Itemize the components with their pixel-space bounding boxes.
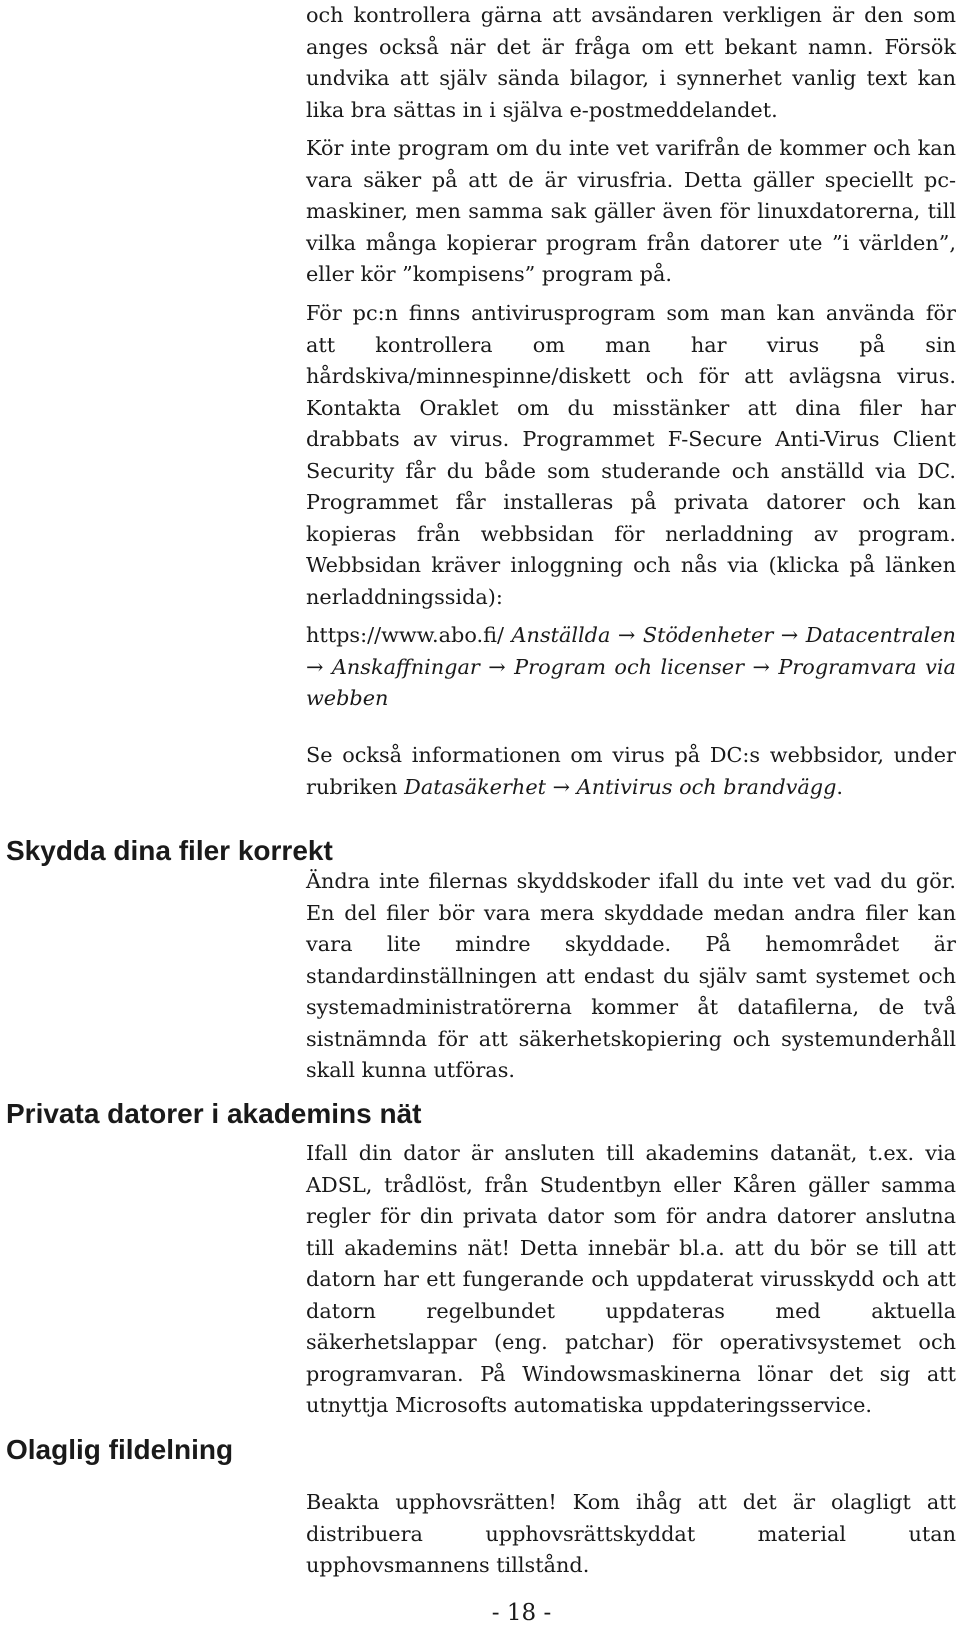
see-also-step: Datasäkerhet <box>404 774 546 799</box>
path-step: Anställda <box>511 623 611 647</box>
body-block-antivirus <box>306 298 956 613</box>
section-body-private-computers <box>306 1138 956 1422</box>
see-also-suffix: . <box>836 774 844 799</box>
path-step: Programvara via webben <box>306 654 956 710</box>
see-also-block <box>306 740 956 803</box>
see-also-paragraph <box>306 740 956 803</box>
section-body-illegal-sharing <box>306 1487 956 1582</box>
see-also-prefix: Se också informationen om virus på DC:s webbsidor, under rubriken <box>306 743 956 799</box>
download-path <box>306 620 956 715</box>
body-block-top <box>306 0 956 126</box>
right-arrow-icon: → <box>488 654 506 679</box>
section-text: Ändra inte filernas skyddskoder ifall du inte vet vad du gör. En del filer bör vara mera skyddade medan andra filer kan vara lite mindre skyddade. På hemområdet är standardinställningen att endast du själv samt systemet och systemadministratörerna kommer åt datafilerna, de två sistnämnda för att säkerhetskopiering och systemunderhåll skall kunna utföras. <box>306 869 956 1082</box>
paragraph-programs: Kör inte program om du inte vet varifrån de kommer och kan vara säker på att de är virusfria. Detta gäller speciellt pc-maskiner, men samma sak gäller även för linuxdatorerna, till vilka många kopierar program från datorer ute ”i världen”, eller kör ”kompisens” program på. <box>306 136 956 286</box>
right-arrow-icon: → <box>752 654 770 679</box>
right-arrow-icon: → <box>617 623 636 647</box>
paragraph-continued: och kontrollera gärna att avsändaren verkligen är den som anges också när det är fråga om ett bekant namn. Försök undvika att själv sända bilagor, i synnerhet vanlig text kan lika bra sättas in i själva e-postmeddelandet. <box>306 3 956 122</box>
path-url[interactable]: https://www.abo.fi/ <box>306 623 505 647</box>
see-also-step: Antivirus och brandvägg <box>576 774 837 799</box>
path-step: Program och licenser <box>514 654 745 679</box>
path-step: Stödenheter <box>642 623 774 647</box>
section-heading-private-computers: Privata datorer i akademins nät <box>6 1098 422 1129</box>
section-text: Beakta upphovsrätten! Kom ihåg att det är olagligt att distribuera upphovsrättskyddat material utan upphovsmannens tillstånd. <box>306 1490 956 1577</box>
right-arrow-icon: → <box>552 774 571 799</box>
right-arrow-icon: → <box>306 654 324 679</box>
path-paragraph <box>306 620 956 715</box>
paragraph-antivirus: För pc:n finns antivirusprogram som man kan använda för att kontrollera om man har virus på sin hårdskiva/minnespinne/diskett och för att avlägsna virus. Kontakta Oraklet om du misstänker att dina filer har drabbats av virus. Programmet F-Secure Anti-Virus Client Security får du både som studerande och anställd via DC. Programmet får installeras på privata datorer och kan kopieras från webbsidan för nerladdning av program. Webbsidan kräver inloggning och nås via (klicka på länken nerladdningssida): <box>306 301 956 609</box>
page-number: - 18 - <box>491 1600 552 1626</box>
section-body-protect-files <box>306 866 956 1087</box>
section-heading-illegal-sharing: Olaglig fildelning <box>6 1434 234 1465</box>
body-block-programs <box>306 133 956 291</box>
section-text: Ifall din dator är ansluten till akademins datanät, t.ex. via ADSL, trådlöst, från Studentbyn eller Kåren gäller samma regler för din privata dator som för andra datorer anslutna till akademins nät! Detta innebär bl.a. att du bör se till att datorn har ett fungerande och uppdaterat virusskydd och att datorn regelbundet uppdateras med aktuella säkerhetslappar (eng. patchar) för operativsystemet och programvaran. På Windowsmaskinerna lönar det sig att utnyttja Microsofts automatiska uppdateringsservice. <box>306 1141 956 1417</box>
right-arrow-icon: → <box>780 623 799 647</box>
section-heading-protect-files: Skydda dina filer korrekt <box>6 835 333 866</box>
path-step: Datacentralen <box>805 623 956 647</box>
path-step: Anskaffningar <box>331 654 480 679</box>
